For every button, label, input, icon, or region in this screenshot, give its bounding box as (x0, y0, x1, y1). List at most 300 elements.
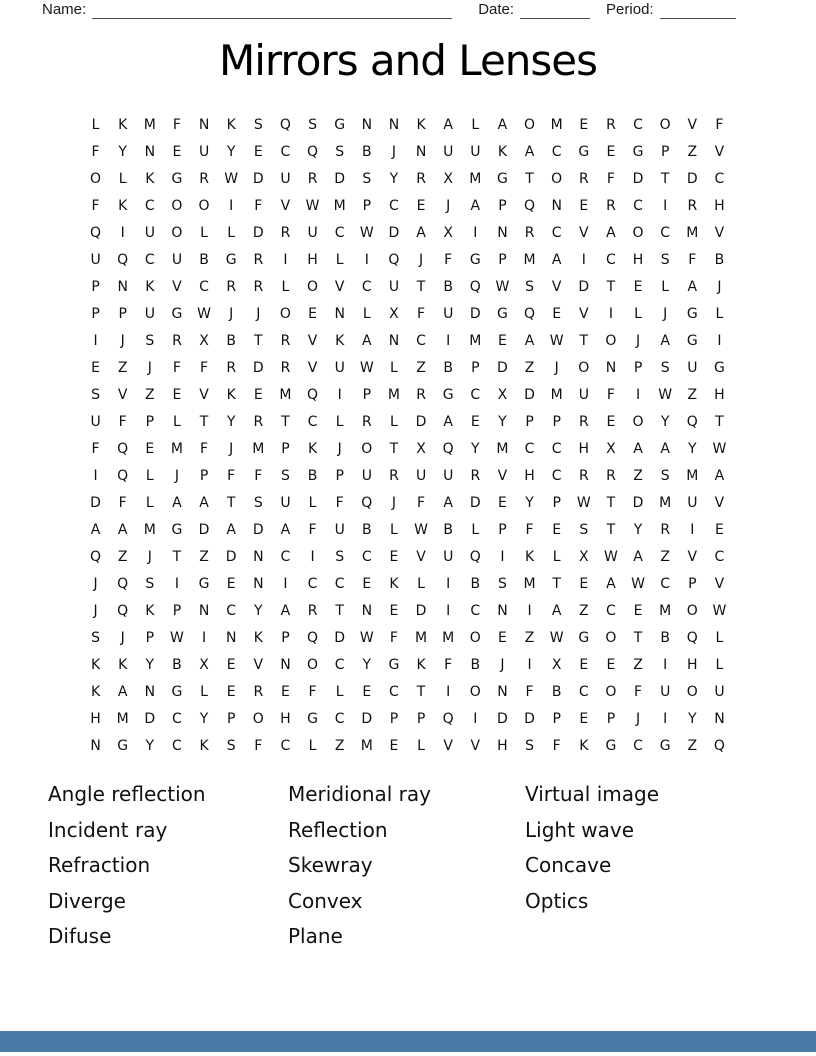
grid-letter: W (359, 630, 374, 646)
grid-letter: C (714, 549, 725, 565)
grid-letter: D (497, 711, 508, 727)
grid-letter: C (714, 171, 725, 187)
grid-letter: A (714, 468, 725, 484)
grid-letter: D (469, 306, 481, 322)
grid-letter: P (199, 468, 209, 484)
grid-letter: L (552, 549, 561, 565)
word-list-item: Angle reflection (48, 782, 206, 806)
grid-row (82, 571, 733, 598)
grid-letter: J (446, 198, 451, 214)
grid-letter: F (417, 306, 426, 322)
grid-letter: K (524, 549, 535, 565)
grid-letter: Q (442, 441, 454, 457)
grid-letter: E (362, 576, 372, 592)
grid-row (82, 274, 733, 301)
grid-letter: G (469, 252, 481, 268)
grid-letter: K (335, 333, 345, 349)
grid-letter: K (389, 576, 399, 592)
grid-letter: R (660, 522, 671, 538)
grid-row (82, 328, 733, 355)
word-list-item: Incident ray (48, 817, 168, 842)
grid-letter: Y (226, 144, 236, 160)
grid-letter: K (145, 279, 155, 295)
grid-letter: H (714, 198, 725, 214)
grid-letter: K (118, 117, 128, 133)
grid-letter: U (687, 360, 698, 376)
grid-letter: C (416, 333, 426, 349)
grid-letter: C (633, 117, 643, 133)
grid-letter: B (172, 657, 182, 673)
grid-letter: B (443, 522, 453, 538)
grid-letter: O (686, 603, 698, 619)
grid-letter: E (470, 414, 480, 430)
grid-letter: Q (117, 603, 129, 619)
date-label: Date: (478, 1, 515, 18)
grid-letter: F (417, 495, 426, 511)
grid-letter: E (172, 144, 182, 160)
grid-letter: G (388, 657, 400, 673)
grid-letter: O (605, 333, 617, 349)
grid-letter: M (523, 576, 536, 592)
grid-letter: F (200, 360, 209, 376)
grid-letter: B (362, 522, 372, 538)
grid-letter: A (172, 495, 182, 511)
grid-letter: V (714, 144, 725, 160)
grid-row (82, 112, 733, 139)
grid-letter: U (90, 414, 101, 430)
grid-letter: I (581, 252, 586, 268)
grid-letter: R (470, 468, 481, 484)
grid-letter: C (361, 279, 372, 295)
grid-letter: S (525, 279, 534, 295)
grid-letter: Z (524, 360, 535, 376)
grid-letter: L (308, 738, 317, 754)
grid-letter: S (226, 738, 236, 754)
grid-letter: A (443, 495, 453, 511)
date-blank-line (520, 3, 590, 19)
grid-letter: U (470, 144, 481, 160)
grid-letter: Y (362, 657, 372, 673)
grid-letter: I (446, 576, 451, 592)
grid-letter: W (549, 630, 564, 646)
grid-letter: K (226, 387, 236, 403)
grid-letter: E (606, 144, 616, 160)
grid-letter: L (118, 171, 127, 187)
grid-letter: P (335, 468, 344, 484)
grid-letter: L (200, 684, 208, 700)
grid-letter: M (523, 252, 536, 268)
grid-letter: Z (633, 657, 643, 673)
grid-letter: O (605, 630, 617, 646)
grid-letter: T (281, 414, 290, 430)
grid-letter: N (144, 144, 156, 160)
grid-letter: C (280, 738, 291, 754)
grid-letter: P (118, 306, 127, 322)
grid-letter: Q (117, 576, 129, 592)
grid-letter: M (170, 441, 183, 457)
grid-letter: R (307, 603, 318, 619)
grid-letter: R (253, 684, 264, 700)
word-list-item: Optics (525, 888, 589, 913)
grid-letter: H (578, 441, 590, 457)
grid-letter: V (307, 333, 318, 349)
grid-letter: N (90, 738, 101, 754)
grid-letter: V (280, 198, 291, 214)
grid-letter: T (525, 171, 534, 187)
grid-letter: R (280, 360, 291, 376)
grid-letter: Q (117, 441, 129, 457)
grid-letter: E (416, 198, 426, 214)
name-field (42, 1, 452, 19)
grid-letter: B (443, 279, 453, 295)
grid-letter: I (446, 603, 451, 619)
grid-letter: N (551, 198, 562, 214)
grid-letter: L (335, 252, 344, 268)
grid-letter: J (120, 630, 125, 646)
word-list-item: Skewray (288, 853, 373, 877)
grid-letter: I (446, 684, 451, 700)
grid-letter: S (660, 252, 670, 268)
grid-letter: V (443, 738, 453, 754)
grid-letter: W (576, 495, 591, 511)
grid-letter: W (712, 603, 727, 619)
grid-letter: M (686, 225, 699, 241)
grid-row (82, 220, 733, 247)
grid-letter: O (605, 684, 617, 700)
word-list-column-2 (288, 777, 431, 955)
grid-letter: C (144, 252, 155, 268)
grid-letter: L (715, 630, 724, 646)
grid-letter: C (389, 198, 399, 214)
grid-letter: P (660, 144, 670, 160)
grid-letter: Z (524, 630, 535, 646)
grid-letter: V (199, 387, 209, 403)
grid-letter: V (714, 225, 725, 241)
grid-letter: T (416, 279, 426, 295)
grid-letter: E (498, 495, 507, 511)
grid-letter: L (634, 306, 642, 322)
grid-letter: M (116, 711, 129, 727)
grid-letter: R (524, 225, 535, 241)
grid-letter: J (229, 441, 234, 457)
grid-letter: N (117, 279, 128, 295)
grid-letter: R (280, 333, 291, 349)
grid-letter: P (226, 711, 236, 727)
word-list-item: Plane (288, 924, 343, 948)
grid-letter: J (337, 441, 342, 457)
grid-letter: F (200, 441, 209, 457)
grid-letter: E (579, 711, 589, 727)
grid-letter: U (198, 144, 210, 160)
grid-letter: F (688, 252, 697, 268)
grid-letter: E (498, 333, 507, 349)
grid-letter: W (305, 198, 320, 214)
grid-letter: T (254, 333, 263, 349)
grid-letter: N (497, 225, 508, 241)
grid-letter: F (91, 144, 100, 160)
grid-letter: G (334, 117, 346, 133)
grid-letter: C (633, 198, 643, 214)
grid-letter: J (256, 306, 261, 322)
grid-letter: P (498, 522, 507, 538)
grid-letter: F (227, 468, 236, 484)
grid-letter: G (605, 738, 617, 754)
grid-letter: E (172, 387, 182, 403)
grid-letter: B (714, 252, 725, 268)
grid-letter: D (632, 171, 644, 187)
grid-letter: U (443, 306, 454, 322)
grid-letter: C (551, 225, 562, 241)
grid-letter: U (388, 279, 400, 295)
grid-letter: F (172, 117, 181, 133)
grid-letter: S (280, 468, 290, 484)
grid-letter: U (443, 549, 454, 565)
grid-letter: E (606, 414, 616, 430)
grid-letter: S (335, 144, 345, 160)
grid-letter: M (659, 603, 672, 619)
grid-letter: B (470, 576, 481, 592)
grid-letter: Q (713, 738, 725, 754)
grid-letter: P (688, 576, 697, 592)
grid-letter: I (446, 333, 451, 349)
grid-letter: Q (117, 252, 129, 268)
grid-letter: Q (686, 630, 698, 646)
grid-letter: M (442, 630, 455, 646)
grid-letter: J (120, 333, 125, 349)
grid-letter: O (307, 279, 319, 295)
grid-letter: O (252, 711, 264, 727)
grid-letter: L (417, 576, 425, 592)
grid-letter: A (226, 522, 236, 538)
word-list (0, 777, 816, 977)
grid-letter: W (359, 225, 374, 241)
grid-letter: F (254, 198, 263, 214)
grid-letter: U (578, 387, 589, 403)
grid-letter: E (253, 144, 263, 160)
grid-letter: Q (90, 549, 102, 565)
grid-letter: V (579, 306, 589, 322)
grid-letter: Y (389, 171, 399, 187)
grid-letter: Y (145, 738, 155, 754)
grid-letter: F (172, 360, 181, 376)
grid-letter: R (361, 414, 372, 430)
grid-letter: C (280, 144, 291, 160)
grid-letter: A (443, 414, 453, 430)
grid-letter: D (415, 414, 427, 430)
grid-letter: R (687, 198, 698, 214)
grid-letter: H (687, 657, 698, 673)
grid-letter: F (525, 684, 534, 700)
grid-letter: G (442, 387, 454, 403)
grid-row (82, 625, 733, 652)
grid-letter: C (334, 225, 345, 241)
grid-letter: K (118, 198, 128, 214)
grid-letter: Y (688, 711, 697, 727)
grid-letter: L (145, 495, 154, 511)
grid-letter: U (334, 360, 345, 376)
grid-letter: A (199, 495, 209, 511)
grid-letter: Q (307, 144, 319, 160)
grid-letter: T (416, 684, 426, 700)
grid-letter: A (524, 144, 535, 160)
grid-letter: M (415, 630, 428, 646)
grid-letter: N (225, 630, 237, 646)
grid-letter: E (145, 441, 155, 457)
period-blank-line (660, 3, 736, 19)
word-list-item: Refraction (48, 853, 151, 877)
grid-letter: D (578, 279, 590, 295)
grid-letter: I (364, 252, 369, 268)
grid-letter: G (198, 576, 210, 592)
footer-accent-bar (0, 1031, 816, 1052)
grid-letter: E (579, 117, 589, 133)
grid-letter: S (91, 630, 100, 646)
grid-letter: R (389, 468, 399, 484)
grid-letter: I (717, 333, 722, 349)
word-list-item: Reflection (288, 817, 388, 842)
grid-letter: J (391, 144, 396, 160)
grid-letter: F (606, 171, 615, 187)
grid-letter: U (171, 252, 183, 268)
grid-letter: T (579, 333, 589, 349)
grid-letter: G (686, 333, 698, 349)
grid-letter: G (225, 252, 237, 268)
grid-letter: C (172, 711, 182, 727)
grid-letter: M (333, 198, 346, 214)
grid-row (82, 139, 733, 166)
grid-letter: F (91, 441, 100, 457)
grid-letter: C (334, 657, 345, 673)
grid-letter: Q (90, 225, 102, 241)
grid-letter: M (469, 171, 482, 187)
grid-letter: O (171, 198, 183, 214)
grid-row (82, 166, 733, 193)
grid-letter: P (91, 306, 100, 322)
grid-letter: N (144, 684, 156, 700)
word-list-item: Light wave (525, 817, 635, 842)
grid-letter: F (552, 738, 561, 754)
grid-letter: C (551, 468, 562, 484)
grid-letter: J (418, 252, 424, 268)
grid-letter: K (416, 117, 426, 133)
grid-letter: Q (361, 495, 373, 511)
grid-letter: A (416, 225, 426, 241)
grid-letter: T (172, 549, 182, 565)
grid-letter: Q (307, 387, 319, 403)
grid-letter: O (469, 684, 481, 700)
grid-letter: D (524, 711, 535, 727)
grid-letter: S (145, 333, 155, 349)
grid-letter: C (361, 549, 372, 565)
grid-row (82, 382, 733, 409)
grid-letter: J (147, 360, 152, 376)
grid-letter: O (171, 225, 183, 241)
grid-letter: E (91, 360, 100, 376)
grid-row (82, 355, 733, 382)
grid-letter: B (226, 333, 236, 349)
grid-letter: Z (117, 549, 128, 565)
grid-letter: A (606, 225, 616, 241)
grid-letter: M (143, 522, 156, 538)
grid-letter: L (715, 306, 724, 322)
grid-letter: O (198, 198, 210, 214)
grid-letter: R (280, 225, 291, 241)
grid-letter: G (578, 144, 590, 160)
grid-letter: B (443, 360, 453, 376)
grid-letter: G (578, 630, 590, 646)
grid-letter: B (307, 468, 318, 484)
grid-letter: F (254, 468, 263, 484)
grid-letter: C (578, 684, 589, 700)
grid-letter: N (388, 333, 400, 349)
grid-letter: E (226, 657, 236, 673)
grid-letter: U (90, 252, 101, 268)
grid-letter: P (281, 441, 290, 457)
grid-letter: X (389, 306, 399, 322)
grid-letter: I (283, 252, 288, 268)
grid-row (82, 247, 733, 274)
grid-letter: W (224, 171, 239, 187)
grid-row (82, 733, 733, 760)
grid-letter: H (280, 711, 291, 727)
grid-letter: E (389, 603, 399, 619)
grid-letter: U (144, 225, 155, 241)
grid-letter: E (226, 684, 236, 700)
grid-letter: E (552, 522, 562, 538)
grid-letter: G (117, 738, 129, 754)
grid-letter: X (416, 441, 426, 457)
grid-letter: V (687, 549, 698, 565)
grid-letter: K (145, 603, 155, 619)
grid-letter: W (495, 279, 510, 295)
grid-letter: S (145, 576, 155, 592)
grid-letter: I (500, 549, 505, 565)
grid-letter: O (361, 441, 373, 457)
grid-letter: C (389, 684, 399, 700)
grid-letter: Y (498, 414, 507, 430)
grid-letter: S (253, 117, 263, 133)
grid-letter: R (253, 279, 264, 295)
grid-letter: D (198, 522, 210, 538)
grid-letter: F (254, 738, 263, 754)
grid-letter: R (578, 171, 589, 187)
grid-letter: D (686, 171, 698, 187)
grid-letter: S (497, 576, 507, 592)
grid-letter: T (226, 495, 236, 511)
grid-letter: A (443, 117, 453, 133)
grid-letter: Q (442, 711, 454, 727)
grid-letter: F (308, 684, 317, 700)
grid-letter: K (253, 630, 263, 646)
grid-letter: P (552, 414, 561, 430)
grid-letter: Z (579, 603, 589, 619)
grid-letter: P (145, 414, 155, 430)
grid-letter: H (90, 711, 101, 727)
grid-row (82, 301, 733, 328)
grid-letter: B (199, 252, 209, 268)
grid-letter: E (579, 657, 589, 673)
grid-letter: L (715, 657, 724, 673)
word-list-item: Diverge (48, 888, 126, 913)
grid-letter: R (416, 387, 426, 403)
grid-letter: T (660, 171, 670, 187)
grid-letter: Z (416, 360, 426, 376)
grid-letter: C (307, 576, 318, 592)
grid-row (82, 193, 733, 220)
grid-letter: O (632, 414, 644, 430)
grid-letter: D (252, 522, 264, 538)
grid-letter: R (226, 279, 237, 295)
